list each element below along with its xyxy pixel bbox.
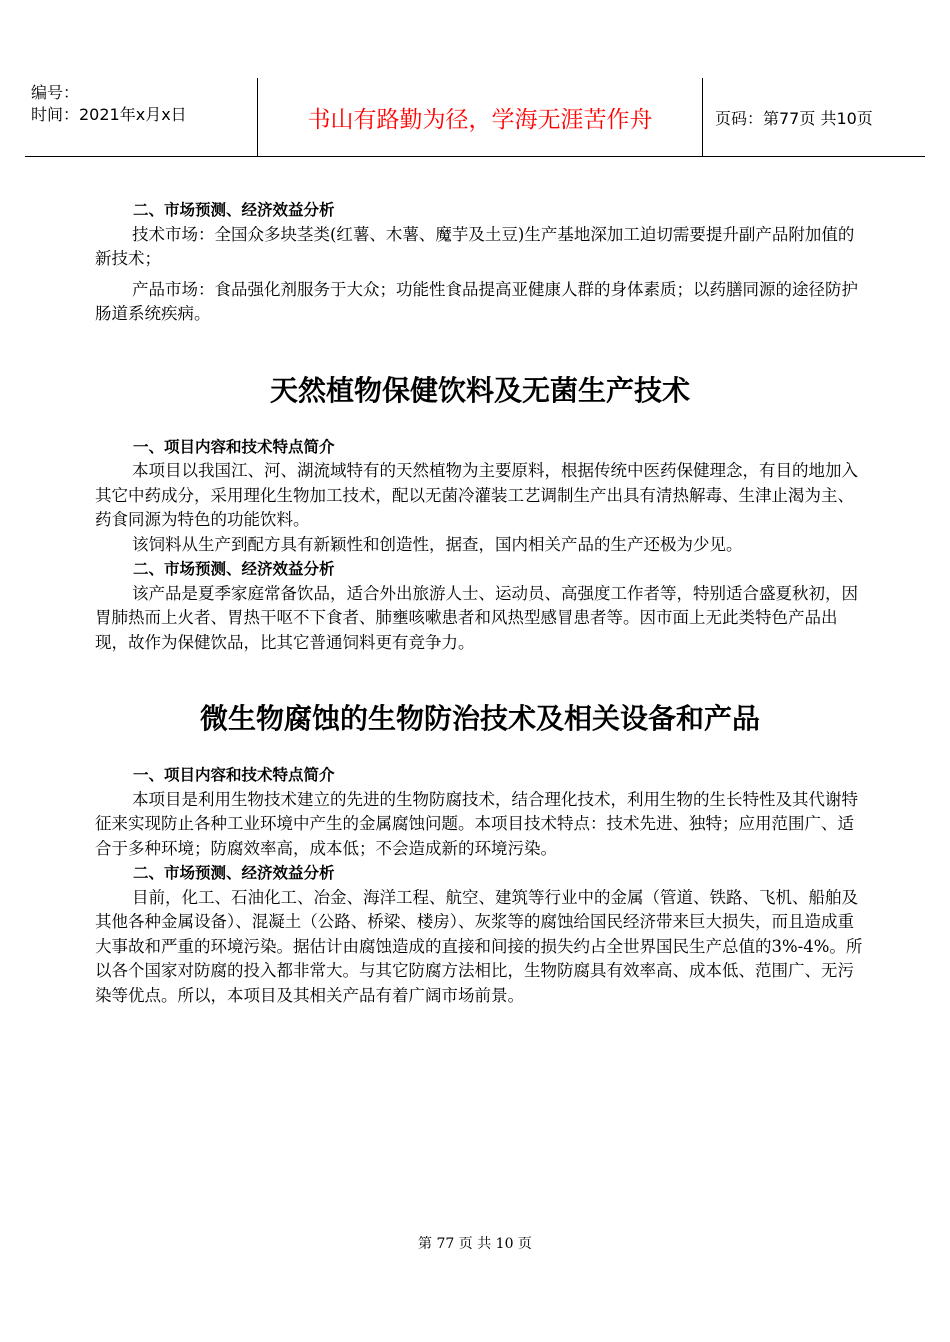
document-body [95, 198, 865, 1008]
project-title: 天然植物保健饮料及无菌生产技术 [269, 373, 690, 407]
header-meta [25, 78, 253, 156]
paragraph: 本项目是利用生物技术建立的先进的生物防腐技术，结合理化技术，利用生物的生长特性及其代谢特征来实现防止各种工业环境中产生的金属腐蚀问题。本项目技术特点：技术先进、独特；应用范围广、适合于多种环境；防腐效率高，成本低；不会造成新的环境污染。 [95, 789, 858, 858]
paragraph: 目前，化工、石油化工、冶金、海洋工程、航空、建筑等行业中的金属（管道、铁路、飞机、船舶及其他各种金属设备）、混凝土（公路、桥梁、楼房）、灰浆等的腐蚀给国民经济带来巨大损失，而且造成重大事故和严重的环境污染。据估计由腐蚀造成的直接和间接的损失约占全世界国民生产总值的3%-4%。所以各个国家对防腐的投入都非常大。与其它防腐方法相比，生物防腐具有效率高、成本低、范围广、无污染等优点。所以，本项目及其相关产品有着广阔市场前景。 [95, 887, 863, 1005]
section-heading: 二、市场预测、经济效益分析 [133, 560, 335, 578]
paragraph: 本项目以我国江、河、湖流域特有的天然植物为主要原料，根据传统中医药保健理念，有目的地加入其它中药成分，采用理化生物加工技术，配以无菌冷灌装工艺调制生产出具有清热解毒、生津止渴为主、药食同源为特色的功能饮料。 [95, 461, 858, 529]
document-number-label: 编号： [31, 83, 80, 102]
header-motto: 书山有路勤为径，学海无涯苦作舟 [257, 78, 703, 156]
paragraph: 该产品是夏季家庭常备饮品，适合外出旅游人士、运动员、高强度工作者等，特别适合盛夏秋初，因胃肺热而上火者、胃热干呕不下食者、肺壅咳嗽患者和风热型感冒患者等。因市面上无此类特色产品出现，故作为保健饮品，比其它普通饲料更有竞争力。 [95, 583, 858, 652]
paragraph: 技术市场：全国众多块茎类(红薯、木薯、魔芋及土豆)生产基地深加工迫切需要提升副产品附加值的新技术； [95, 224, 855, 268]
header-page-info: 页码：第77页 共10页 [715, 108, 873, 128]
project-title: 微生物腐蚀的生物防治技术及相关设备和产品 [199, 702, 760, 735]
document-time-label: 时间：2021年x月x日 [31, 105, 187, 124]
section-heading: 一、项目内容和技术特点简介 [133, 766, 335, 784]
page-footer: 第 77 页 共 10 页 [418, 1236, 532, 1252]
paragraph: 产品市场：食品强化剂服务于大众；功能性食品提高亚健康人群的身体素质；以药膳同源的途径防护肠道系统疾病。 [95, 279, 858, 323]
page-header [25, 78, 925, 157]
section-heading: 二、市场预测、经济效益分析 [133, 201, 335, 219]
paragraph: 该饲料从生产到配方具有新颖性和创造性，据查，国内相关产品的生产还极为少见。 [132, 534, 743, 554]
section-heading: 一、项目内容和技术特点简介 [133, 437, 335, 456]
section-heading: 二、市场预测、经济效益分析 [133, 864, 335, 882]
